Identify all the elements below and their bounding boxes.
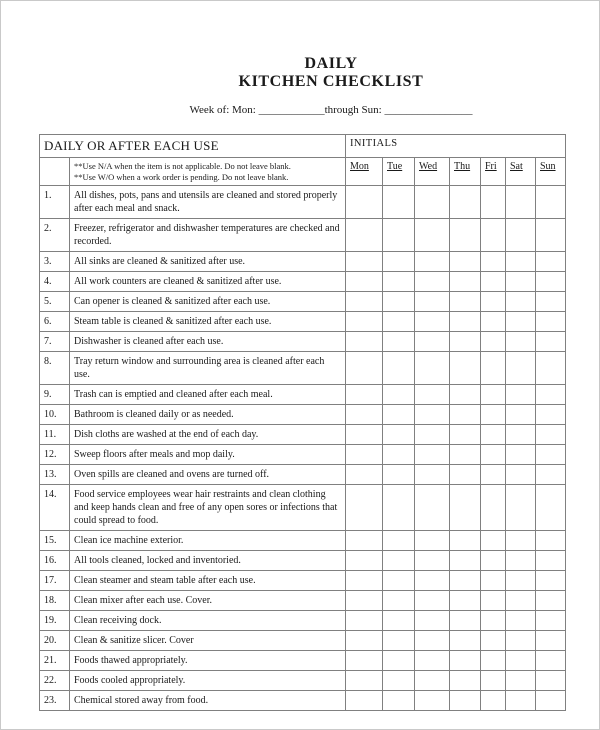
initials-cell-thu xyxy=(450,385,481,405)
table-row xyxy=(40,591,566,611)
initials-cell-wed xyxy=(415,631,450,651)
initials-cell-sun xyxy=(536,651,566,671)
table-row xyxy=(40,352,566,385)
initials-cell-wed xyxy=(415,551,450,571)
day-header-sun xyxy=(536,158,566,186)
initials-cell-tue xyxy=(383,425,415,445)
table-row xyxy=(40,445,566,465)
item-number: 22. xyxy=(40,671,70,691)
initials-cell-tue xyxy=(383,385,415,405)
item-text: Sweep floors after meals and mop daily. xyxy=(70,445,346,465)
initials-cell-wed xyxy=(415,691,450,711)
day-label: Fri xyxy=(485,161,497,172)
initials-cell-thu xyxy=(450,186,481,219)
initials-cell-wed xyxy=(415,651,450,671)
initials-cell-sun xyxy=(536,405,566,425)
title-block xyxy=(61,55,600,117)
item-text: Oven spills are cleaned and ovens are turned off. xyxy=(70,465,346,485)
initials-cell-mon xyxy=(346,531,383,551)
initials-cell-fri xyxy=(481,272,506,292)
initials-cell-sat xyxy=(506,405,536,425)
initials-cell-sun xyxy=(536,332,566,352)
week-of-line: Week of: Mon: ____________through Sun: ________________ xyxy=(189,104,473,116)
initials-cell-fri xyxy=(481,571,506,591)
day-header-fri xyxy=(481,158,506,186)
initials-cell-mon xyxy=(346,405,383,425)
table-row xyxy=(40,611,566,631)
item-text: Clean ice machine exterior. xyxy=(70,531,346,551)
table-header-row xyxy=(40,135,566,158)
initials-cell-thu xyxy=(450,405,481,425)
initials-cell-tue xyxy=(383,571,415,591)
day-header-sat xyxy=(506,158,536,186)
initials-cell-fri xyxy=(481,292,506,312)
initials-cell-sat xyxy=(506,591,536,611)
initials-cell-fri xyxy=(481,405,506,425)
initials-cell-mon xyxy=(346,186,383,219)
initials-cell-fri xyxy=(481,385,506,405)
item-number: 12. xyxy=(40,445,70,465)
initials-cell-sat xyxy=(506,219,536,252)
initials-cell-tue xyxy=(383,551,415,571)
table-row xyxy=(40,571,566,591)
initials-cell-wed xyxy=(415,405,450,425)
table-row xyxy=(40,252,566,272)
table-row xyxy=(40,405,566,425)
initials-cell-fri xyxy=(481,252,506,272)
initials-cell-tue xyxy=(383,219,415,252)
initials-cell-mon xyxy=(346,312,383,332)
column-header-initials: INITIALS xyxy=(346,135,566,158)
note-and-days-row xyxy=(40,158,566,186)
item-number: 14. xyxy=(40,485,70,531)
page-title: DAILY xyxy=(304,55,358,72)
initials-cell-sun xyxy=(536,465,566,485)
day-label: Sat xyxy=(510,161,523,172)
initials-cell-wed xyxy=(415,611,450,631)
initials-cell-fri xyxy=(481,485,506,531)
initials-cell-sun xyxy=(536,445,566,465)
table-row xyxy=(40,671,566,691)
item-text: Dishwasher is cleaned after each use. xyxy=(70,332,346,352)
item-number: 19. xyxy=(40,611,70,631)
initials-cell-wed xyxy=(415,385,450,405)
initials-cell-fri xyxy=(481,531,506,551)
initials-cell-wed xyxy=(415,252,450,272)
initials-cell-thu xyxy=(450,531,481,551)
table-row xyxy=(40,485,566,531)
item-text: Foods cooled appropriately. xyxy=(70,671,346,691)
item-number: 7. xyxy=(40,332,70,352)
item-number: 21. xyxy=(40,651,70,671)
item-text: Clean & sanitize slicer. Cover xyxy=(70,631,346,651)
table-row xyxy=(40,272,566,292)
initials-cell-sun xyxy=(536,186,566,219)
initials-cell-sat xyxy=(506,651,536,671)
table-row xyxy=(40,385,566,405)
day-header-mon xyxy=(346,158,383,186)
initials-cell-sun xyxy=(536,352,566,385)
initials-cell-tue xyxy=(383,352,415,385)
table-row xyxy=(40,332,566,352)
initials-cell-mon xyxy=(346,445,383,465)
initials-cell-thu xyxy=(450,651,481,671)
initials-cell-wed xyxy=(415,465,450,485)
initials-cell-mon xyxy=(346,425,383,445)
item-number: 2. xyxy=(40,219,70,252)
initials-cell-fri xyxy=(481,352,506,385)
initials-cell-sun xyxy=(536,252,566,272)
initials-cell-tue xyxy=(383,531,415,551)
initials-cell-sun xyxy=(536,385,566,405)
item-text: Chemical stored away from food. xyxy=(70,691,346,711)
initials-cell-sun xyxy=(536,219,566,252)
initials-cell-fri xyxy=(481,691,506,711)
initials-cell-sat xyxy=(506,531,536,551)
initials-cell-tue xyxy=(383,651,415,671)
initials-cell-sat xyxy=(506,465,536,485)
item-text: Dish cloths are washed at the end of each day. xyxy=(70,425,346,445)
day-header-thu xyxy=(450,158,481,186)
item-text: All dishes, pots, pans and utensils are cleaned and stored properly after each meal and snack. xyxy=(70,186,346,219)
item-number: 13. xyxy=(40,465,70,485)
column-header-tasks: DAILY OR AFTER EACH USE xyxy=(40,135,346,158)
initials-cell-wed xyxy=(415,292,450,312)
initials-cell-thu xyxy=(450,272,481,292)
initials-cell-thu xyxy=(450,591,481,611)
initials-cell-sun xyxy=(536,671,566,691)
initials-cell-tue xyxy=(383,445,415,465)
initials-cell-thu xyxy=(450,465,481,485)
initials-cell-fri xyxy=(481,631,506,651)
initials-cell-tue xyxy=(383,405,415,425)
initials-cell-mon xyxy=(346,691,383,711)
initials-cell-wed xyxy=(415,571,450,591)
note-line-1: **Use N/A when the item is not applicable. Do not leave blank. xyxy=(74,161,291,171)
item-number: 9. xyxy=(40,385,70,405)
item-number: 5. xyxy=(40,292,70,312)
initials-cell-fri xyxy=(481,186,506,219)
initials-cell-mon xyxy=(346,611,383,631)
initials-cell-wed xyxy=(415,186,450,219)
item-text: Steam table is cleaned & sanitized after each use. xyxy=(70,312,346,332)
initials-cell-mon xyxy=(346,465,383,485)
initials-cell-sat xyxy=(506,385,536,405)
initials-cell-tue xyxy=(383,186,415,219)
initials-cell-sun xyxy=(536,611,566,631)
item-text: Foods thawed appropriately. xyxy=(70,651,346,671)
initials-cell-thu xyxy=(450,425,481,445)
item-text: All tools cleaned, locked and inventoried. xyxy=(70,551,346,571)
initials-cell-tue xyxy=(383,691,415,711)
item-text: All work counters are cleaned & sanitized after use. xyxy=(70,272,346,292)
item-number: 4. xyxy=(40,272,70,292)
initials-cell-tue xyxy=(383,252,415,272)
initials-cell-fri xyxy=(481,425,506,445)
initials-cell-sun xyxy=(536,631,566,651)
initials-cell-wed xyxy=(415,591,450,611)
initials-cell-sat xyxy=(506,691,536,711)
initials-cell-mon xyxy=(346,651,383,671)
initials-cell-fri xyxy=(481,551,506,571)
item-text: Can opener is cleaned & sanitized after each use. xyxy=(70,292,346,312)
table-row xyxy=(40,691,566,711)
day-header-tue xyxy=(383,158,415,186)
day-label: Mon xyxy=(350,161,369,172)
item-text: Trash can is emptied and cleaned after each meal. xyxy=(70,385,346,405)
initials-cell-mon xyxy=(346,631,383,651)
table-row xyxy=(40,631,566,651)
note-line-2: **Use W/O when a work order is pending. Do not leave blank. xyxy=(74,171,289,182)
initials-cell-sun xyxy=(536,531,566,551)
item-text: Clean steamer and steam table after each use. xyxy=(70,571,346,591)
day-label: Wed xyxy=(419,161,438,172)
initials-cell-sat xyxy=(506,352,536,385)
initials-cell-mon xyxy=(346,551,383,571)
initials-cell-mon xyxy=(346,571,383,591)
item-text: Clean mixer after each use. Cover. xyxy=(70,591,346,611)
initials-cell-fri xyxy=(481,332,506,352)
initials-cell-sun xyxy=(536,591,566,611)
item-number: 10. xyxy=(40,405,70,425)
page-subtitle: KITCHEN CHECKLIST xyxy=(238,73,424,90)
initials-cell-wed xyxy=(415,445,450,465)
initials-cell-fri xyxy=(481,465,506,485)
initials-cell-sat xyxy=(506,551,536,571)
initials-cell-thu xyxy=(450,252,481,272)
initials-cell-wed xyxy=(415,671,450,691)
initials-cell-tue xyxy=(383,485,415,531)
initials-cell-thu xyxy=(450,611,481,631)
initials-cell-thu xyxy=(450,312,481,332)
initials-cell-mon xyxy=(346,272,383,292)
initials-cell-thu xyxy=(450,219,481,252)
initials-cell-wed xyxy=(415,312,450,332)
initials-cell-fri xyxy=(481,671,506,691)
initials-cell-wed xyxy=(415,352,450,385)
initials-cell-sat xyxy=(506,186,536,219)
item-number: 16. xyxy=(40,551,70,571)
table-row xyxy=(40,186,566,219)
initials-cell-sun xyxy=(536,691,566,711)
initials-cell-tue xyxy=(383,465,415,485)
initials-cell-tue xyxy=(383,591,415,611)
initials-cell-sun xyxy=(536,571,566,591)
initials-cell-wed xyxy=(415,272,450,292)
empty-number-cell xyxy=(40,158,70,186)
item-number: 18. xyxy=(40,591,70,611)
initials-cell-sat xyxy=(506,252,536,272)
item-number: 3. xyxy=(40,252,70,272)
initials-cell-sat xyxy=(506,332,536,352)
initials-cell-sun xyxy=(536,272,566,292)
item-number: 6. xyxy=(40,312,70,332)
day-label: Tue xyxy=(387,161,403,172)
initials-cell-sun xyxy=(536,425,566,445)
initials-cell-tue xyxy=(383,332,415,352)
initials-cell-tue xyxy=(383,292,415,312)
initials-cell-sat xyxy=(506,611,536,631)
usage-note-cell xyxy=(70,158,346,186)
initials-cell-sat xyxy=(506,485,536,531)
initials-cell-mon xyxy=(346,385,383,405)
item-number: 23. xyxy=(40,691,70,711)
initials-cell-tue xyxy=(383,272,415,292)
initials-cell-wed xyxy=(415,332,450,352)
initials-cell-sun xyxy=(536,485,566,531)
item-text: Tray return window and surrounding area is cleaned after each use. xyxy=(70,352,346,385)
initials-cell-thu xyxy=(450,671,481,691)
day-header-wed xyxy=(415,158,450,186)
initials-cell-sun xyxy=(536,292,566,312)
initials-cell-thu xyxy=(450,485,481,531)
item-text: Clean receiving dock. xyxy=(70,611,346,631)
item-text: Freezer, refrigerator and dishwasher temperatures are checked and recorded. xyxy=(70,219,346,252)
item-text: All sinks are cleaned & sanitized after use. xyxy=(70,252,346,272)
initials-cell-thu xyxy=(450,691,481,711)
table-row xyxy=(40,425,566,445)
table-row xyxy=(40,531,566,551)
initials-cell-sun xyxy=(536,551,566,571)
initials-cell-thu xyxy=(450,332,481,352)
table-row xyxy=(40,219,566,252)
initials-cell-fri xyxy=(481,651,506,671)
initials-cell-sat xyxy=(506,671,536,691)
item-number: 1. xyxy=(40,186,70,219)
checklist-body xyxy=(40,186,566,711)
initials-cell-sat xyxy=(506,445,536,465)
initials-cell-wed xyxy=(415,485,450,531)
day-label: Thu xyxy=(454,161,471,172)
initials-cell-mon xyxy=(346,485,383,531)
initials-cell-thu xyxy=(450,571,481,591)
initials-cell-mon xyxy=(346,671,383,691)
item-number: 15. xyxy=(40,531,70,551)
table-row xyxy=(40,292,566,312)
initials-cell-thu xyxy=(450,631,481,651)
kitchen-checklist-table xyxy=(39,134,566,711)
table-row xyxy=(40,651,566,671)
item-text: Bathroom is cleaned daily or as needed. xyxy=(70,405,346,425)
initials-cell-mon xyxy=(346,591,383,611)
initials-cell-fri xyxy=(481,312,506,332)
initials-cell-tue xyxy=(383,312,415,332)
initials-cell-mon xyxy=(346,252,383,272)
item-number: 11. xyxy=(40,425,70,445)
item-text: Food service employees wear hair restraints and clean clothing and keep hands clean and free of any open sores or infections that could spread to food. xyxy=(70,485,346,531)
initials-cell-fri xyxy=(481,611,506,631)
initials-cell-sat xyxy=(506,272,536,292)
initials-cell-sat xyxy=(506,571,536,591)
initials-cell-fri xyxy=(481,591,506,611)
initials-cell-wed xyxy=(415,425,450,445)
initials-cell-sun xyxy=(536,312,566,332)
initials-cell-tue xyxy=(383,671,415,691)
item-number: 20. xyxy=(40,631,70,651)
initials-cell-thu xyxy=(450,352,481,385)
initials-cell-mon xyxy=(346,292,383,312)
initials-cell-sat xyxy=(506,292,536,312)
initials-cell-fri xyxy=(481,219,506,252)
initials-cell-thu xyxy=(450,292,481,312)
table-row xyxy=(40,465,566,485)
initials-cell-tue xyxy=(383,611,415,631)
item-number: 8. xyxy=(40,352,70,385)
initials-cell-thu xyxy=(450,551,481,571)
initials-cell-wed xyxy=(415,219,450,252)
initials-cell-wed xyxy=(415,531,450,551)
initials-cell-thu xyxy=(450,445,481,465)
initials-cell-sat xyxy=(506,312,536,332)
initials-cell-mon xyxy=(346,332,383,352)
initials-cell-mon xyxy=(346,219,383,252)
table-row xyxy=(40,312,566,332)
initials-cell-fri xyxy=(481,445,506,465)
initials-cell-tue xyxy=(383,631,415,651)
item-number: 17. xyxy=(40,571,70,591)
initials-cell-sat xyxy=(506,631,536,651)
table-row xyxy=(40,551,566,571)
initials-cell-sat xyxy=(506,425,536,445)
initials-cell-mon xyxy=(346,352,383,385)
day-label: Sun xyxy=(540,161,556,172)
